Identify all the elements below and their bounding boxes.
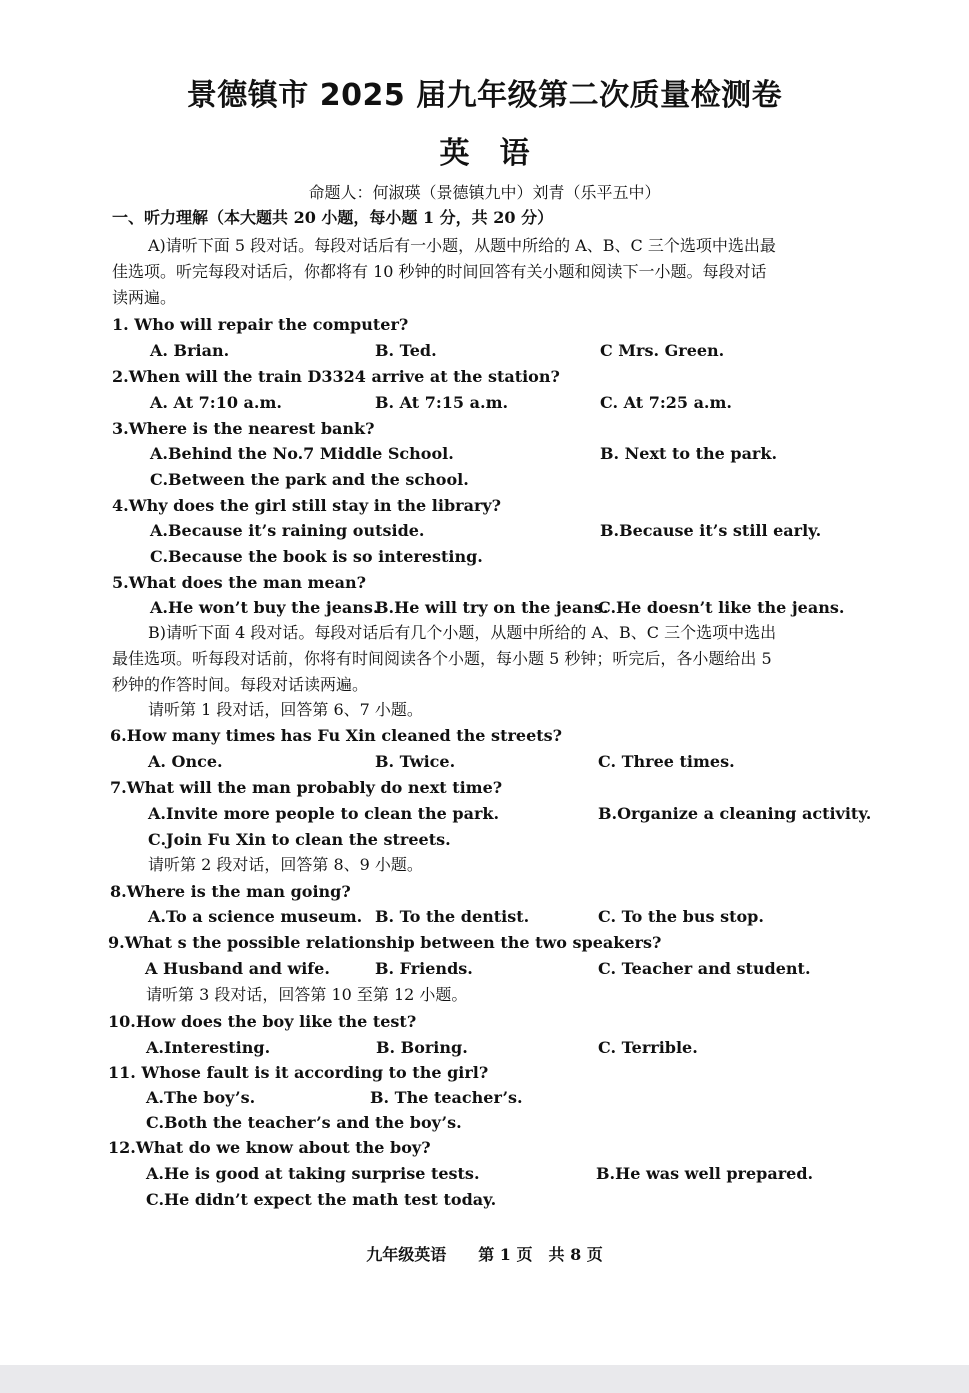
question-10: 10.How does the boy like the test?: [108, 1012, 417, 1031]
option-b: B. At 7:15 a.m.: [375, 393, 509, 412]
part-b-instruction: B)请听下面 4 段对话。每段对话后有几个小题，从题中所给的 A、B、C 三个选项中选出: [148, 623, 777, 642]
part-a-instruction: A)请听下面 5 段对话。每段对话后有一小题，从题中所给的 A、B、C 三个选项中选出最: [148, 236, 776, 255]
option-a: A Husband and wife.: [145, 959, 330, 978]
option-a: A. At 7:10 a.m.: [150, 393, 282, 412]
option-c: C. To the bus stop.: [598, 907, 764, 926]
subject-title: 英 语: [439, 136, 530, 171]
option-b: B. Next to the park.: [600, 444, 778, 463]
dialog-2-instruction: 请听第 2 段对话，回答第 8、9 小题。: [148, 855, 423, 874]
question-7: 7.What will the man probably do next time?: [110, 778, 503, 797]
question-3: 3.Where is the nearest bank?: [112, 419, 375, 438]
question-11: 11. Whose fault is it according to the girl?: [108, 1063, 489, 1082]
question-4: 4.Why does the girl still stay in the library?: [112, 496, 502, 515]
part-a-instruction: 读两遍。: [112, 288, 177, 307]
option-b: B. Twice.: [375, 752, 456, 771]
option-a: A.He is good at taking surprise tests.: [146, 1164, 480, 1183]
authors-line: 命题人：何淑瑛（景德镇九中）刘青（乐平五中）: [308, 183, 661, 202]
question-2: 2.When will the train D3324 arrive at the station?: [112, 367, 560, 386]
option-b: B. Friends.: [375, 959, 473, 978]
question-9: 9.What s the possible relationship between the two speakers?: [108, 933, 662, 952]
option-c: C.Because the book is so interesting.: [150, 547, 483, 566]
option-c: C. Terrible.: [598, 1038, 698, 1057]
option-c: C. At 7:25 a.m.: [600, 393, 732, 412]
part-a-instruction: 佳选项。听完每段对话后，你都将有 10 秒钟的时间回答有关小题和阅读下一小题。每段对话: [112, 262, 767, 281]
part-b-instruction: 秒钟的作答时间。每段对话读两遍。: [112, 675, 369, 694]
option-a: A.The boy’s.: [146, 1088, 256, 1107]
option-b: B. To the dentist.: [375, 907, 530, 926]
dialog-3-instruction: 请听第 3 段对话，回答第 10 至第 12 小题。: [146, 985, 468, 1004]
option-b: B. The teacher’s.: [370, 1088, 523, 1107]
section-heading: 一、听力理解（本大题共 20 小题，每小题 1 分，共 20 分）: [112, 208, 554, 227]
option-a: A. Once.: [148, 752, 223, 771]
page-footer: 九年级英语 第 1 页 共 8 页: [366, 1245, 603, 1264]
exam-title: 景德镇市 2025 届九年级第二次质量检测卷: [186, 78, 783, 113]
option-b: B.He will try on the jeans.: [375, 598, 609, 617]
option-a: A.He won’t buy the jeans.: [150, 598, 379, 617]
option-c: C.Both the teacher’s and the boy’s.: [146, 1113, 462, 1132]
option-c: C. Three times.: [598, 752, 735, 771]
option-c: C.He didn’t expect the math test today.: [146, 1190, 497, 1209]
option-b: B.Because it’s still early.: [600, 521, 822, 540]
option-c: C. Teacher and student.: [598, 959, 811, 978]
option-a: A.To a science museum.: [148, 907, 363, 926]
question-6: 6.How many times has Fu Xin cleaned the streets?: [110, 726, 563, 745]
question-1: 1. Who will repair the computer?: [112, 315, 409, 334]
option-c: C.Between the park and the school.: [150, 470, 469, 489]
option-a: A.Because it’s raining outside.: [150, 521, 425, 540]
option-b: B.He was well prepared.: [596, 1164, 814, 1183]
option-b: B. Boring.: [376, 1038, 468, 1057]
option-b: B.Organize a cleaning activity.: [598, 804, 872, 823]
dialog-1-instruction: 请听第 1 段对话，回答第 6、7 小题。: [148, 700, 423, 719]
question-8: 8.Where is the man going?: [110, 882, 351, 901]
option-b: B. Ted.: [375, 341, 437, 360]
option-c: C Mrs. Green.: [600, 341, 725, 360]
option-a: A.Interesting.: [146, 1038, 271, 1057]
option-c: C.Join Fu Xin to clean the streets.: [148, 830, 451, 849]
option-c: C.He doesn’t like the jeans.: [598, 598, 845, 617]
viewer-bottom-band: [0, 1365, 969, 1393]
part-b-instruction: 最佳选项。听每段对话前，你将有时间阅读各个小题，每小题 5 秒钟；听完后，各小题给出 5: [112, 649, 772, 668]
question-12: 12.What do we know about the boy?: [108, 1138, 431, 1157]
option-a: A.Invite more people to clean the park.: [148, 804, 500, 823]
question-5: 5.What does the man mean?: [112, 573, 367, 592]
option-a: A.Behind the No.7 Middle School.: [150, 444, 454, 463]
option-a: A. Brian.: [150, 341, 230, 360]
